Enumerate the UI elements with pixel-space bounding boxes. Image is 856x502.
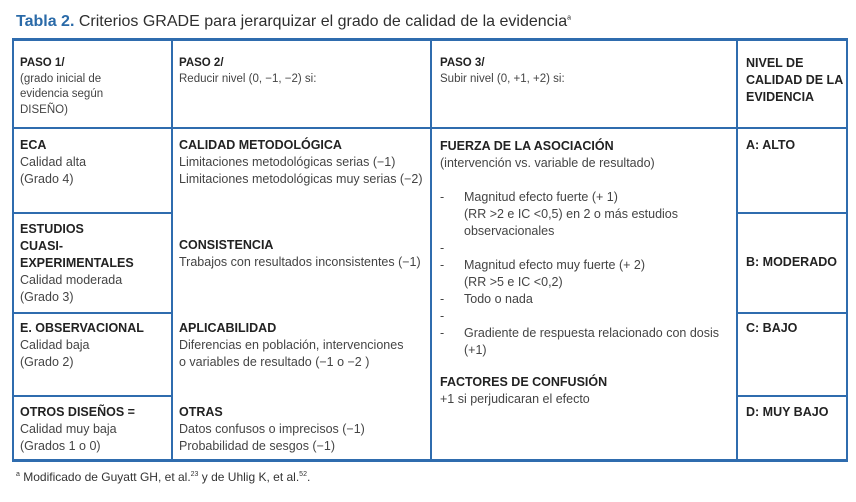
reduce-line: Limitaciones metodológicas muy serias (−2) (179, 172, 423, 186)
design-line: Calidad muy baja (20, 422, 117, 436)
confounders-line: +1 si perjudicaran el efecto (440, 392, 590, 406)
row-divider-col1-2 (12, 312, 173, 314)
header-step2-line: Reducir nivel (0, −1, −2) si: (179, 72, 317, 85)
header-step3 (440, 56, 732, 87)
confounders-title: FACTORES DE CONFUSIÓN (440, 375, 608, 389)
reduce-title: OTRAS (179, 405, 223, 419)
design-quasi-experimental (20, 221, 172, 306)
reduce-line: o variables de resultado (−1 o −2 ) (179, 355, 370, 369)
footnote-text: Modificado de Guyatt GH, et al. (19, 470, 191, 484)
list-item (440, 257, 734, 291)
list-item-text: Gradiente de respuesta relacionado con dosis (464, 326, 720, 340)
list-item-text: (RR >2 e IC <0,5) en 2 o más estudios (464, 207, 678, 221)
header-step2 (179, 56, 427, 87)
design-line: (Grados 1 o 0) (20, 439, 101, 453)
footnote-ref: 23 (190, 471, 199, 478)
header-step1-line: DISEÑO) (20, 103, 68, 116)
row-divider-col4-2 (736, 312, 848, 314)
col-divider-3 (736, 38, 738, 462)
list-item-text: Magnitud efecto fuerte (+ 1) (464, 190, 618, 204)
table-title (16, 13, 571, 31)
level-low (746, 320, 844, 337)
header-level-line: NIVEL DE (746, 56, 804, 70)
design-eca (20, 137, 170, 188)
reduce-line: Datos confusos o imprecisos (−1) (179, 422, 365, 436)
footnote-text: y de Uhlig K, et al. (198, 470, 300, 484)
level-label: D: MUY BAJO (746, 405, 829, 419)
reduce-line: Limitaciones metodológicas serias (−1) (179, 155, 396, 169)
level-label: B: MODERADO (746, 255, 837, 269)
reduce-methodological-quality (179, 137, 429, 188)
header-level-line: EVIDENCIA (746, 90, 815, 104)
row-divider-col1-1 (12, 212, 173, 214)
header-step2-title: PASO 2/ (179, 57, 224, 69)
design-observational (20, 320, 170, 371)
footnote (16, 470, 310, 484)
design-line: Calidad moderada (20, 273, 123, 287)
level-very-low (746, 404, 844, 421)
increase-title: FUERZA DE LA ASOCIACIÓN (440, 139, 614, 153)
header-step3-title: PASO 3/ (440, 57, 485, 69)
title-footnote-mark: a (567, 14, 571, 22)
reduce-line: Probabilidad de sesgos (−1) (179, 439, 335, 453)
level-moderate (746, 254, 844, 271)
design-other (20, 404, 170, 455)
header-step1-line: (grado inicial de (20, 72, 102, 85)
design-line: Calidad baja (20, 338, 90, 352)
list-item-text: observacionales (464, 224, 555, 238)
header-level-line: CALIDAD DE LA (746, 73, 844, 87)
reduce-consistency (179, 237, 429, 271)
reduce-line: Trabajos con resultados inconsistentes (−1) (179, 255, 421, 269)
list-item-text: (+1) (464, 343, 487, 357)
design-title: CUASI-EXPERIMENTALES (20, 239, 134, 270)
design-line: (Grado 4) (20, 172, 74, 186)
reduce-other (179, 404, 429, 455)
list-item-text: Todo o nada (464, 292, 533, 306)
design-title: ECA (20, 138, 47, 152)
design-line: (Grado 3) (20, 290, 74, 304)
header-step1-line: evidencia según (20, 88, 104, 100)
table-number: Tabla 2. (16, 13, 75, 30)
list-spacer (440, 240, 734, 257)
list-item-text: Magnitud efecto muy fuerte (+ 2) (464, 258, 645, 272)
increase-list (440, 189, 734, 359)
row-divider-col4-1 (736, 212, 848, 214)
increase-criteria (440, 138, 734, 408)
list-item (440, 189, 734, 240)
footnote-ref: 52 (299, 471, 307, 478)
footnote-mark: a (16, 471, 20, 478)
header-step1-title: PASO 1/ (20, 57, 65, 69)
design-line: (Grado 2) (20, 355, 74, 369)
footnote-text: . (306, 470, 311, 484)
header-step1 (20, 56, 168, 118)
col-divider-2 (430, 38, 432, 462)
row-divider-col4-3 (736, 395, 848, 397)
right-border (846, 38, 848, 462)
design-title: E. OBSERVACIONAL (20, 321, 144, 335)
list-item (440, 291, 734, 308)
left-border (12, 38, 14, 462)
increase-subtitle: (intervención vs. variable de resultado) (440, 156, 655, 170)
reduce-title: CALIDAD METODOLÓGICA (179, 138, 342, 152)
list-item (440, 325, 734, 359)
design-line: Calidad alta (20, 155, 87, 169)
level-label: C: BAJO (746, 321, 798, 335)
row-divider-col1-3 (12, 395, 173, 397)
reduce-line: Diferencias en población, intervenciones (179, 338, 404, 352)
list-item-text: (RR >5 e IC <0,2) (464, 275, 563, 289)
reduce-title: CONSISTENCIA (179, 238, 274, 252)
list-spacer (440, 308, 734, 325)
level-label: A: ALTO (746, 138, 796, 152)
level-high (746, 137, 844, 154)
design-title: OTROS DISEÑOS = (20, 405, 135, 419)
header-step3-line: Subir nivel (0, +1, +2) si: (440, 72, 565, 85)
table-title-text: Criterios GRADE para jerarquizar el grado de calidad de la evidencia (74, 13, 568, 30)
header-level (746, 55, 844, 106)
reduce-applicability (179, 320, 429, 371)
design-title: ESTUDIOS (20, 222, 84, 236)
reduce-title: APLICABILIDAD (179, 321, 277, 335)
